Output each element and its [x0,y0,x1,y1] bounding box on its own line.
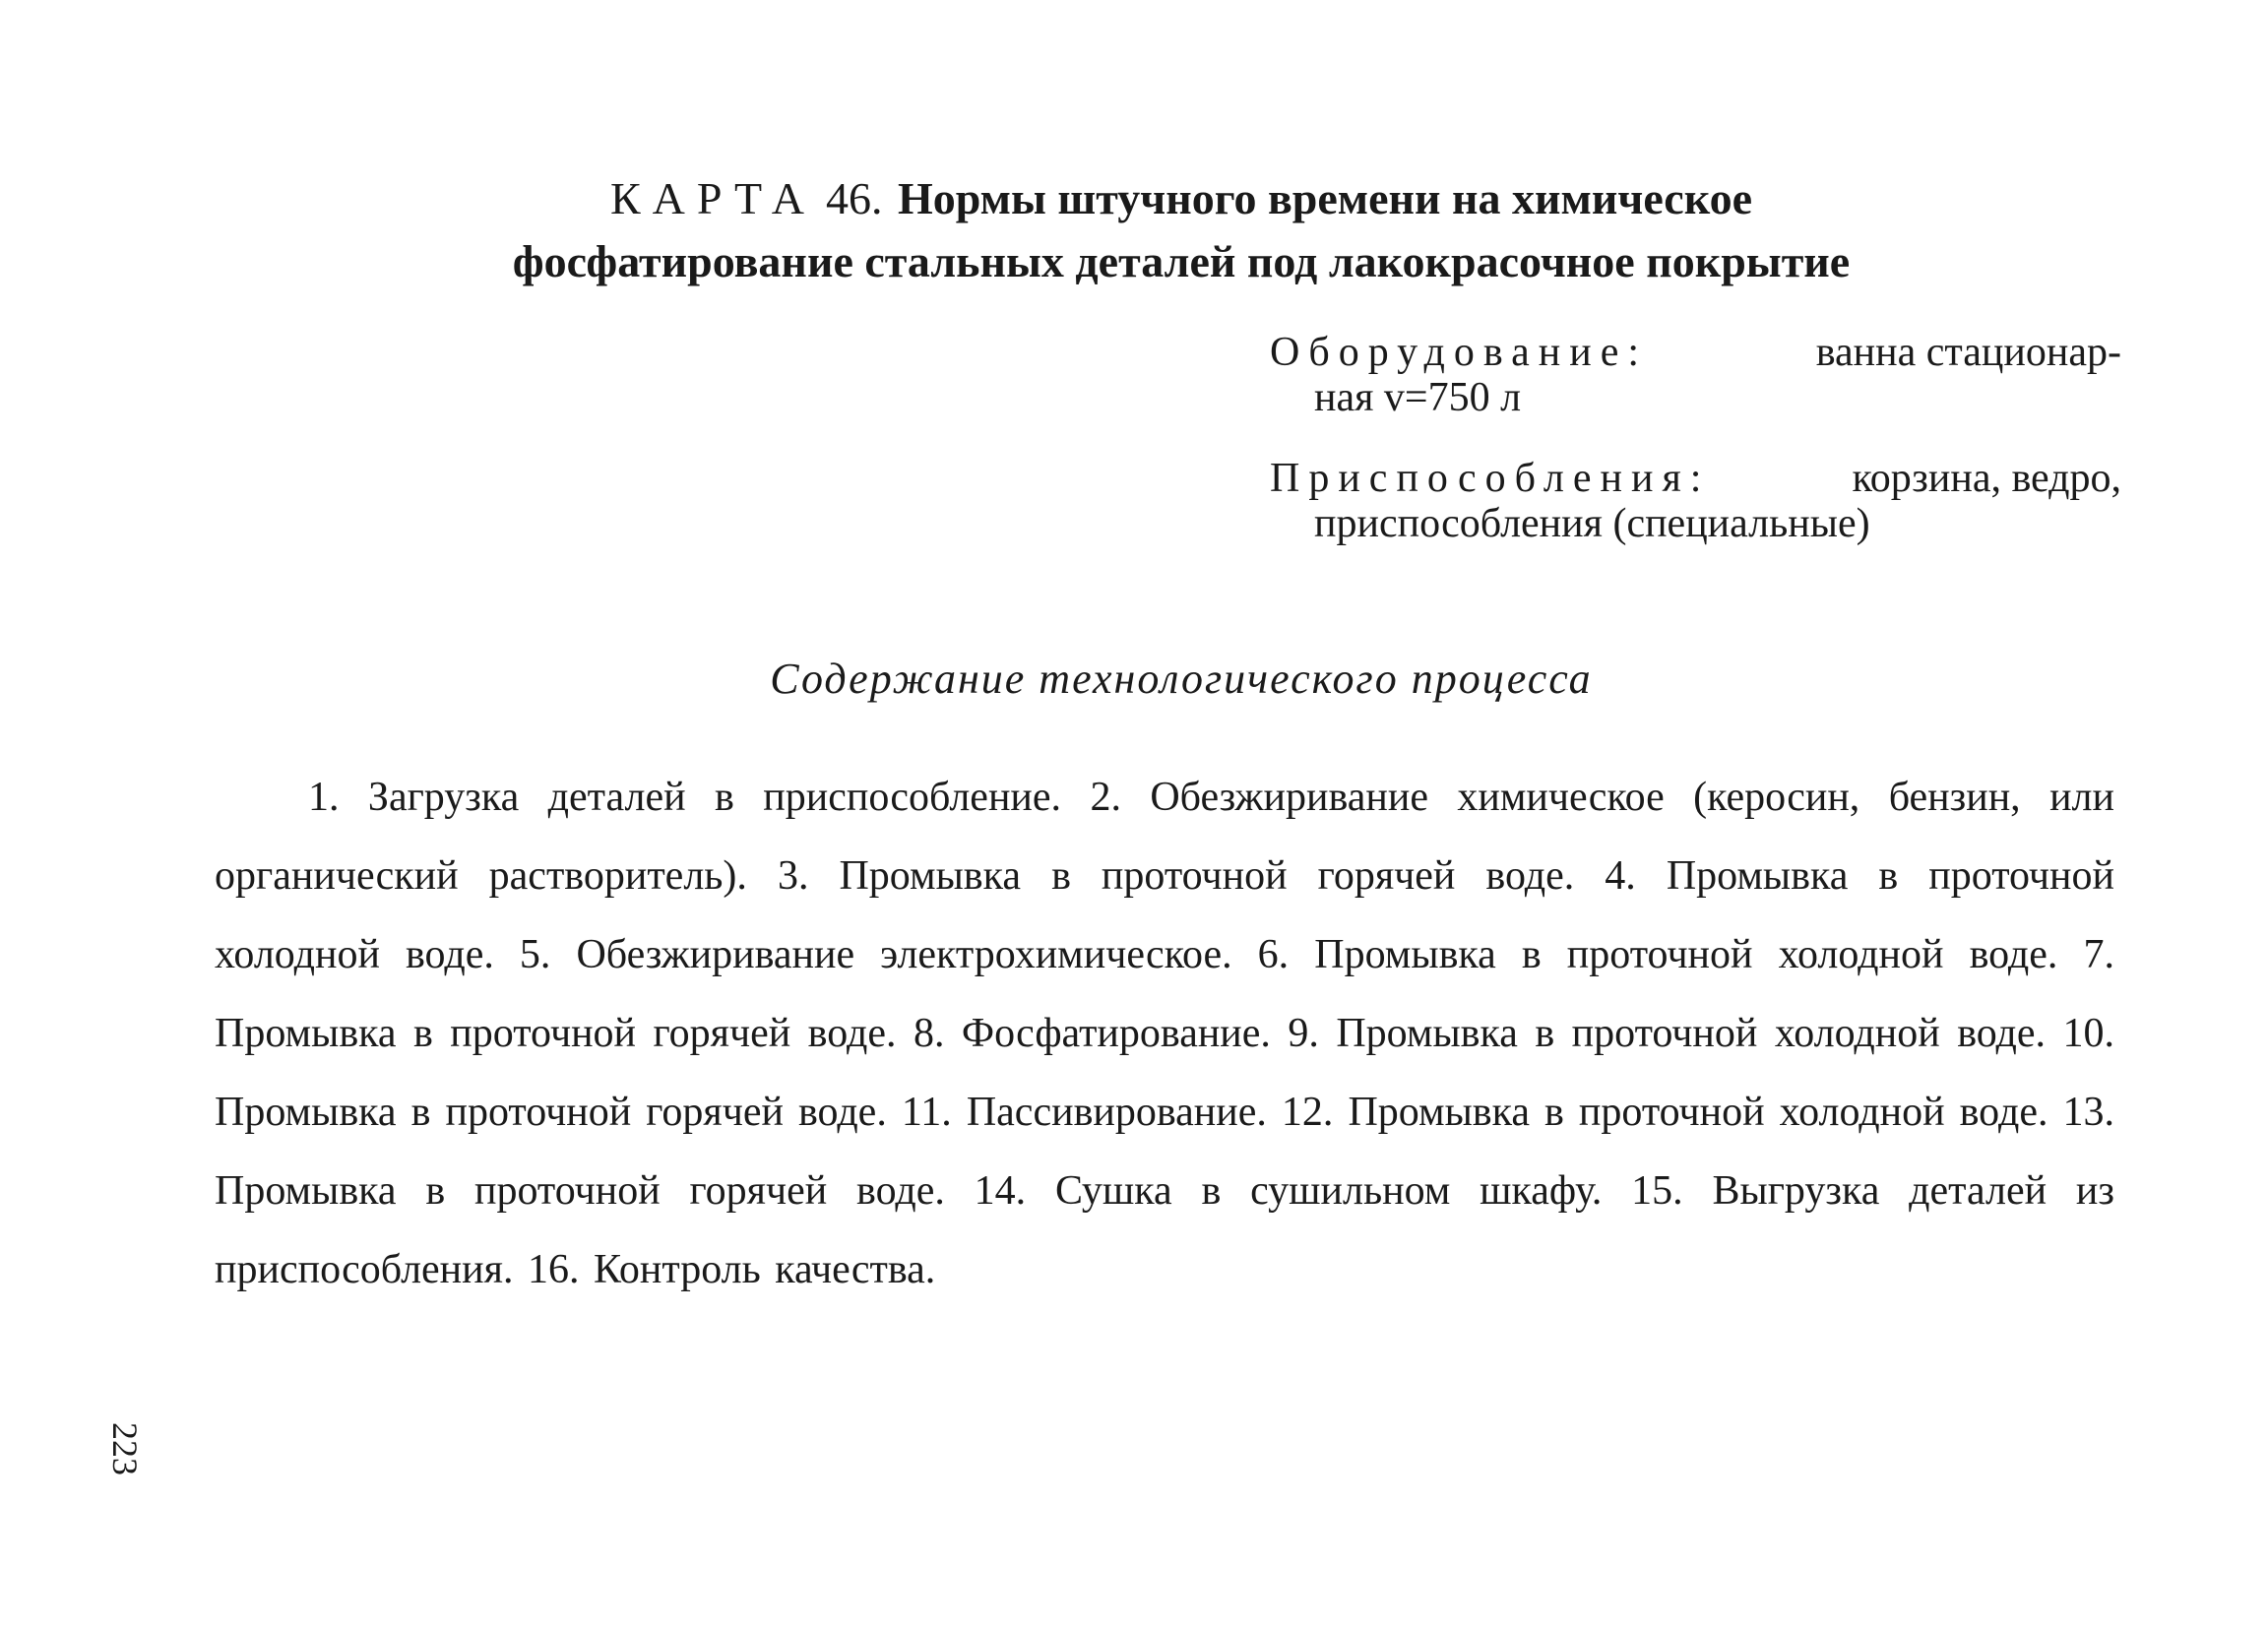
equipment-value-2: ная v=750 л [1314,375,1522,420]
process-heading: Содержание технологического процесса [770,655,1593,703]
card-number: 46. [826,173,883,223]
page-number: 223 [105,1422,145,1475]
card-title-text-1: Нормы штучного времени на химическое [898,173,1753,223]
card-title [413,167,1949,293]
fixtures-value-2: приспособления (специальные) [1314,501,1870,546]
card-title-line-1 [413,167,1949,230]
card-word: КАРТА [609,173,817,223]
specs-block [1270,330,2121,582]
process-text: 1. Загрузка деталей в приспособление. 2. Обезжиривание химическое (керосин, бензин, или органический растворитель). 3. Промывка в проточной горячей воде. 4. Промывка в проточной холодной воде. 5. Обезжиривание электрохимическое. 6. Промывка в проточной холодной воде. 7. Промывка в проточной горячей воде. 8. Фосфатирование. 9. Промывка в проточной холодной воде. 10. Промывка в проточной горячей воде. 11. Пассивирование. 12. Промывка в проточной холодной воде. 13. Промывка в проточной горячей воде. 14. Сушка в сушильном шкафу. 15. Выгрузка деталей из приспособления. 16. Контроль качества. [215,775,2114,1292]
fixtures-label: Приспособления: [1270,456,1711,501]
card-title-text-2: фосфатирование стальных деталей под лакокрасочное покрытие [512,236,1851,286]
equipment-value-1: ванна стационар- [1815,330,2121,375]
fixtures-value-1: корзина, ведро, [1852,456,2121,501]
fixtures-spec [1270,456,2121,546]
equipment-label: Оборудование: [1270,330,1649,375]
equipment-spec [1270,330,2121,420]
